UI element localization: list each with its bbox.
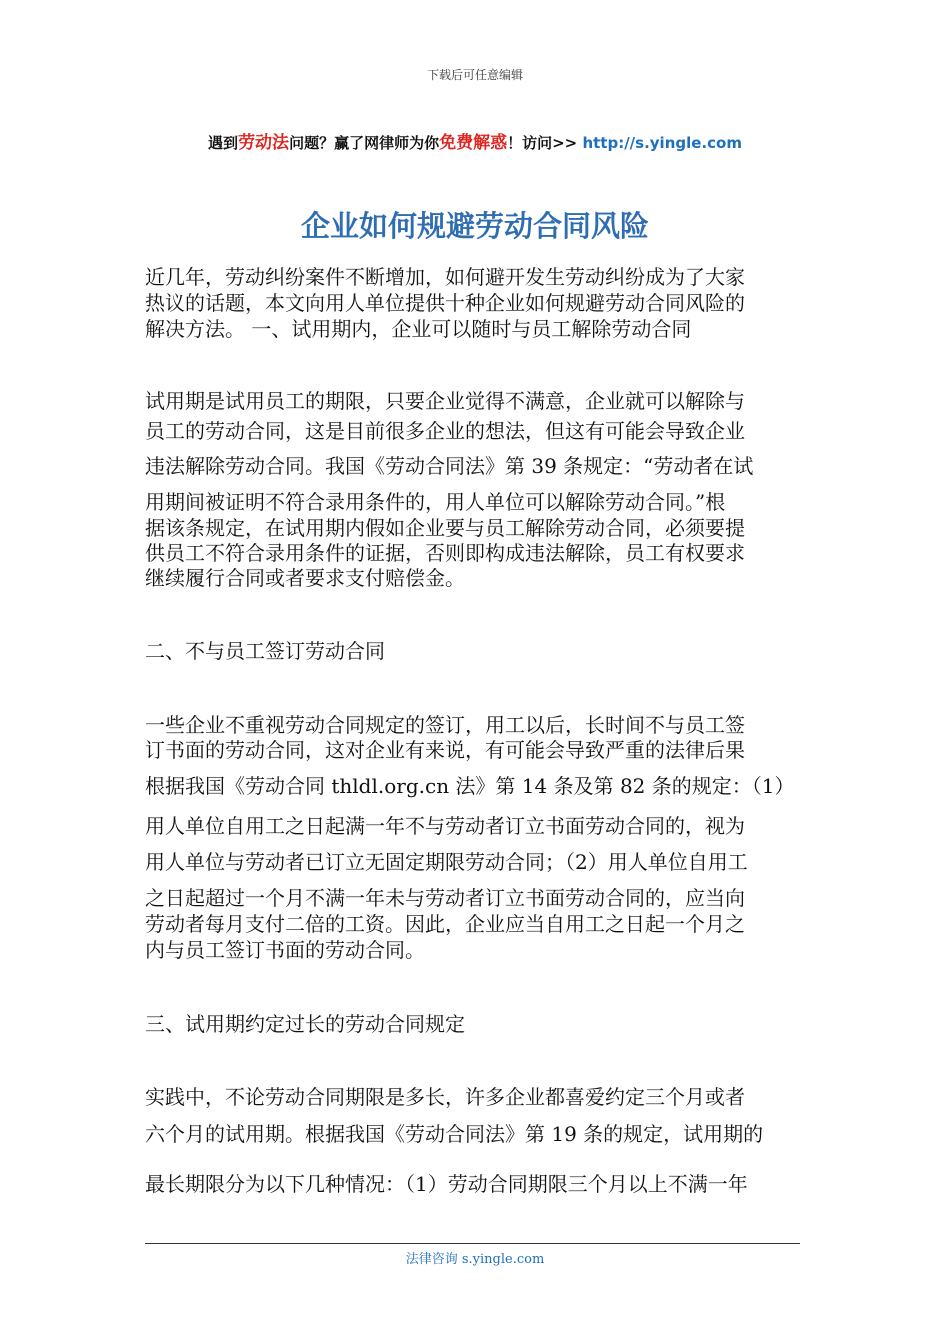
promo-text-2: 问题？赢了网律师为你	[289, 134, 440, 152]
promo-text-1: 遇到	[208, 134, 239, 152]
section-heading: 三、试用期约定过长的劳动合同规定	[145, 1012, 465, 1036]
body-line: 试用期是试用员工的期限，只要企业觉得不满意，企业就可以解除与	[145, 389, 745, 413]
body-line: 订书面的劳动合同，这对企业有来说，有可能会导致严重的法律后果	[145, 738, 745, 762]
body-line: 根据我国《劳动合同 thldl.org.cn 法》第 14 条及第 82 条的规定：（1）	[145, 774, 795, 798]
body-line: 最长期限分为以下几种情况：（1）劳动合同期限三个月以上不满一年	[145, 1172, 748, 1196]
footer-link[interactable]: 法律咨询 s.yingle.com	[405, 1252, 545, 1267]
document-title: 企业如何规避劳动合同风险	[300, 209, 649, 243]
body-line: 热议的话题，本文向用人单位提供十种企业如何规避劳动合同风险的	[145, 291, 745, 315]
body-line: 据该条规定，在试用期内假如企业要与员工解除劳动合同，必须要提	[145, 516, 745, 540]
body-line: 劳动者每月支付二倍的工资。因此，企业应当自用工之日起一个月之	[145, 912, 745, 936]
body-line: 供员工不符合录用条件的证据，否则即构成违法解除，员工有权要求	[145, 541, 745, 565]
promo-link[interactable]: http://s.yingle.com	[582, 134, 742, 152]
promo-highlight-free: 免费解惑	[439, 133, 508, 153]
body-line: 用人单位与劳动者已订立无固定期限劳动合同；（2）用人单位自用工	[145, 850, 748, 874]
promo-banner	[0, 128, 950, 153]
body-line: 用期间被证明不符合录用条件的，用人单位可以解除劳动合同。”根	[145, 490, 726, 514]
promo-highlight-labor-law: 劳动法	[238, 133, 290, 153]
body-line: 一些企业不重视劳动合同规定的签订，用工以后，长时间不与员工签	[145, 713, 745, 737]
body-line: 用人单位自用工之日起满一年不与劳动者订立书面劳动合同的，视为	[145, 814, 745, 838]
body-line: 解决方法。 一、试用期内，企业可以随时与员工解除劳动合同	[145, 317, 692, 341]
body-line: 内与员工签订书面的劳动合同。	[145, 938, 425, 962]
section-heading: 二、不与员工签订劳动合同	[145, 639, 385, 663]
body-line: 继续履行合同或者要求支付赔偿金。	[145, 566, 465, 590]
promo-text-3: ！访问>>	[507, 134, 583, 152]
header-note: 下载后可任意编辑	[426, 68, 523, 82]
footer-divider	[145, 1243, 800, 1244]
body-line: 六个月的试用期。根据我国《劳动合同法》第 19 条的规定，试用期的	[145, 1122, 764, 1146]
body-line: 违法解除劳动合同。我国《劳动合同法》第 39 条规定：“劳动者在试	[145, 454, 754, 478]
body-line: 之日起超过一个月不满一年未与劳动者订立书面劳动合同的，应当向	[145, 886, 745, 910]
body-line: 员工的劳动合同，这是目前很多企业的想法，但这有可能会导致企业	[145, 419, 745, 443]
body-line: 实践中，不论劳动合同期限是多长，许多企业都喜爱约定三个月或者	[145, 1085, 745, 1109]
body-line: 近几年，劳动纠纷案件不断增加，如何避开发生劳动纠纷成为了大家	[145, 265, 745, 289]
